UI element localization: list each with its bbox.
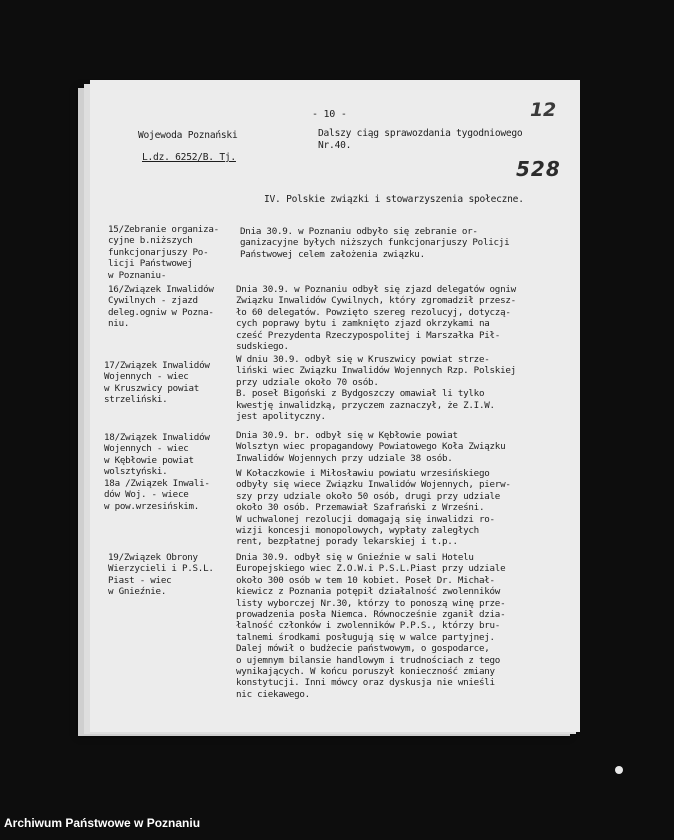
margin-line: Wojennych - wiec [104,443,189,455]
report-title-line1: Dalszy ciąg sprawozdania tygodniowego [318,128,523,139]
body-line: W dniu 30.9. odbył się w Kruszwicy powiat strze- [236,354,490,365]
body-line: talnemi środkami posługują się w walce partyjnej. [236,631,495,643]
entry-margin-note [108,552,214,598]
body-line: liński wiec Związku Inwalidów Wojennych Rzp. Polskiej [236,365,516,377]
margin-line: strzeliński. [104,394,168,406]
body-line: konstytucji. Inni mówcy oraz dyskusja nie wnieśli [236,677,495,689]
margin-line: 18/Związek Inwalidów [104,432,210,443]
body-line: łalność członków i zwolenników P.P.S., którzy bru- [236,620,501,632]
margin-line: 16/Związek Inwalidów [108,284,214,295]
body-line: szy przy udziale około 50 osób, drugi przy udziale [236,490,501,502]
entry-margin-note [108,224,219,281]
body-line: wizji koncesji monopolowych, wypłaty zaległych [236,525,479,537]
entry-body [236,468,511,548]
body-line: Inwalidów Wojennych przy udziale 38 osób. [236,452,453,464]
margin-line: 19/Związek Obrony [108,552,198,563]
margin-line: 18a /Związek Inwali- [104,478,210,489]
body-line: nic ciekawego. [236,688,310,700]
body-line: ganizacyjne byłych niższych funkcjonarjuszy Policji [240,237,510,249]
margin-line: w Kębłowie powiat [104,454,194,466]
page-number: - 10 - [312,109,347,120]
margin-line: 15/Zebranie organiza- [108,224,219,235]
body-line: Europejskiego wiec Z.O.W.i P.S.L.Piast przy udziale [236,563,506,575]
body-line: cych poprawy bytu i zamknięto zjazd okrzykami na [236,318,490,330]
entry-body [240,226,509,260]
body-line: rent, bezpłatnej porady lekarskiej i t.p.. [236,536,458,548]
section-heading: IV. Polskie związki i stowarzyszenia społeczne. [264,194,524,205]
margin-line: cyjne b.niższych [108,235,193,247]
body-line: Państwowej celem założenia związku. [240,248,425,260]
punch-hole [615,766,623,774]
entry-body [236,284,516,352]
body-line: Dnia 30.9. w Poznaniu odbyło się zebranie or- [240,226,478,237]
body-line: Dalej mówił o budżecie państwowym, o gospodarce, [236,643,490,655]
archive-footer: Archiwum Państwowe w Poznaniu [4,816,201,830]
entry-body [236,430,505,464]
archive-stamp-number: 528 [516,157,561,181]
entry-margin-note [108,284,214,330]
margin-line: w Poznaniu- [108,269,167,281]
body-line: odbyły się wiece Związku Inwalidów Wojennych, pierw- [236,479,511,491]
margin-line: w pow.wrzesińskim. [104,500,200,512]
body-line: o ujemnym bilansie handlowym i trudnościach z tego [236,654,501,666]
reference-number: L.dz. 6252/B. Tj. [142,152,236,163]
body-line: ło 60 delegatów. Powzięto szereg rezolucyj, dotyczą- [236,306,511,318]
margin-line: licji Państwowej [108,258,193,270]
body-line: około 30 osób. Przemawiał Szafrański z Wrześni. [236,502,485,514]
margin-line: dów Woj. - wiece [104,489,189,501]
margin-line: deleg.ogniw w Pozna- [108,306,214,318]
body-line: listy wyborczej Nr.30, którzy to ponoszą winę prze- [236,597,506,609]
entry-margin-note [104,360,210,406]
report-title-line2: Nr.40. [318,140,352,151]
entry-body [236,354,516,422]
document-page [90,80,580,732]
margin-line: w Kruszwicy powiat [104,382,200,394]
body-line: kwestję inwalidzką, przyczem zaznaczył, że Z.I.W. [236,399,495,411]
entry-body [236,552,505,700]
margin-line: w Gnieźnie. [108,586,167,598]
margin-line: Cywilnych - zjazd [108,295,198,307]
sender: Wojewoda Poznański [138,130,238,141]
entry-margin-note [104,432,210,478]
margin-line: funkcjonarjuszy Po- [108,246,209,258]
entry-margin-note [104,478,210,512]
margin-line: 17/Związek Inwalidów [104,360,210,371]
body-line: około 300 osób w tem 10 kobiet. Poseł Dr. Michał- [236,574,495,586]
margin-line: wolsztyński. [104,466,168,478]
body-line: Związku Inwalidów Cywilnych, który zgromadził przesz- [236,295,516,307]
body-line: jest apolityczny. [236,411,326,423]
body-line: W Kołaczkowie i Miłosławiu powiatu wrzesińskiego [236,468,490,479]
body-line: cześć Prezydenta Rzeczypospolitej i Marszałka Pił- [236,329,501,341]
body-line: sudskiego. [236,341,289,353]
body-line: W uchwalonej rezolucji domagają się inwalidzi ro- [236,513,495,525]
body-line: Dnia 30.9. odbył się w Gnieźnie w sali Hotelu [236,552,474,563]
body-line: prowadzenia posła Niemca. Równocześnie zganił dzia- [236,609,506,621]
body-line: przy udziale około 70 osób. [236,376,379,388]
body-line: Wolsztyn wiec propagandowy Powiatowego Koła Związku [236,441,506,453]
handwritten-page-number: 12 [530,99,556,121]
body-line: Dnia 30.9. br. odbył się w Kębłowie powiat [236,430,458,441]
margin-line: Wojennych - wiec [104,371,189,383]
body-line: wynikających. W końcu poruszył konieczność zmiany [236,666,495,678]
margin-line: Wierzycieli i P.S.L. [108,563,214,575]
body-line: kiewicz z Poznania potępił działalność zwolenników [236,586,501,598]
body-line: Dnia 30.9. w Poznaniu odbył się zjazd delegatów ogniw [236,284,516,295]
body-line: B. poseł Bigoński z Bydgoszczy omawiał li tylko [236,388,485,400]
margin-line: Piast - wiec [108,574,172,586]
margin-line: niu. [108,318,130,330]
